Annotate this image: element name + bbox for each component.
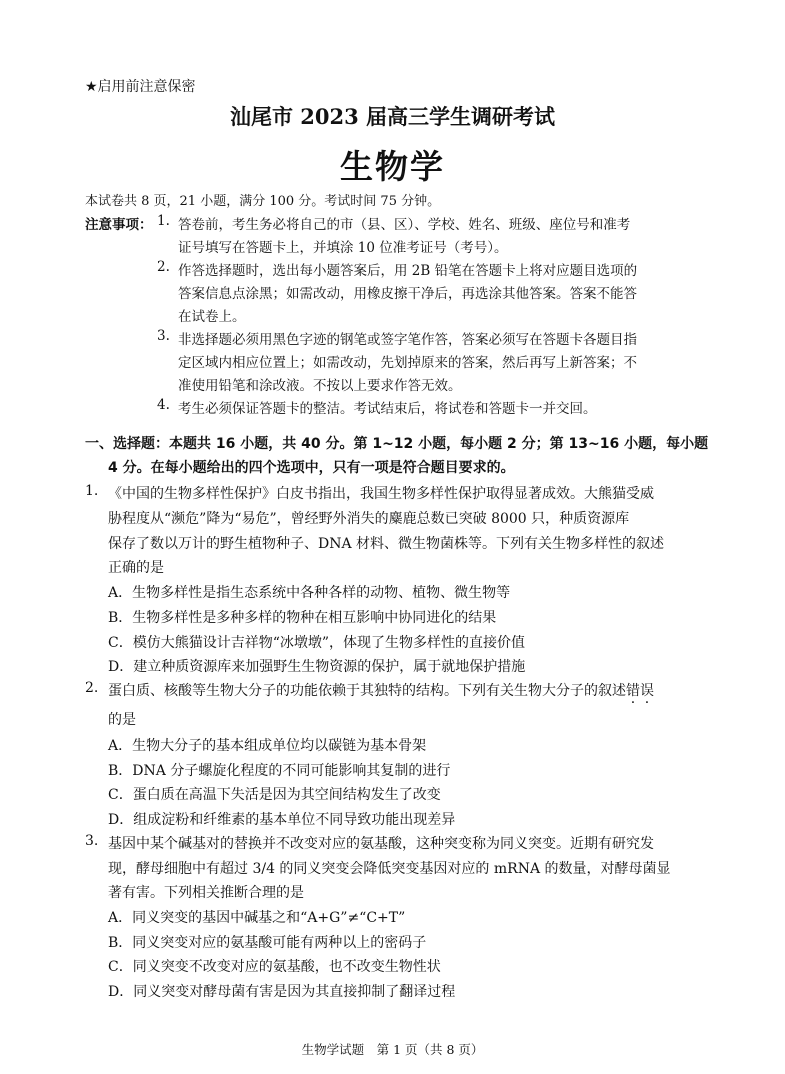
section-heading-line-2: 4 分。在每小题给出的四个选项中，只有一项是符合题目要求的。 [108, 460, 515, 476]
question-3-option-c: C．同义突变不改变对应的氨基酸，也不改变生物性状 [108, 959, 441, 975]
question-3-line-1: 基因中某个碱基对的替换并不改变对应的氨基酸，这种突变称为同义突变。近期有研究发 [108, 836, 654, 852]
note-1-line-1: 答卷前，考生务必将自己的市（县、区）、学校、姓名、班级、座位号和准考 [178, 217, 631, 233]
question-1-option-b: B．生物多样性是多种多样的物种在相互影响中协同进化的结果 [108, 610, 497, 626]
question-1-option-c: C．模仿大熊猫设计吉祥物“冰墩墩”，体现了生物多样性的直接价值 [108, 635, 526, 651]
exam-title: 汕尾市 2023 届高三学生调研考试 [229, 104, 556, 129]
question-1-line-3: 保存了数以万计的野生植物种子、DNA 材料、微生物菌株等。下列有关生物多样性的叙述 [108, 536, 665, 552]
note-1-number: 1. [157, 213, 170, 229]
note-2-number: 2. [157, 259, 170, 275]
note-3-line-3: 准使用铅笔和涂改液。不按以上要求作答无效。 [178, 378, 462, 394]
question-2-option-d: D．组成淀粉和纤维素的基本单位不同导致功能出现差异 [108, 812, 456, 828]
note-3-number: 3. [157, 328, 170, 344]
question-2-line-1 [108, 680, 654, 700]
question-1-option-d: D．建立种质资源库来加强野生生物资源的保护，属于就地保护措施 [108, 659, 526, 675]
question-3-line-2: 现，酵母细胞中有超过 3/4 的同义突变会降低突变基因对应的 mRNA 的数量，对酵母菌显 [108, 861, 671, 877]
question-2-option-c: C．蛋白质在高温下失活是因为其空间结构发生了改变 [108, 787, 441, 803]
page-footer: 生物学试题 第 1 页（共 8 页） [301, 1042, 484, 1057]
note-4-line-1: 考生必须保证答题卡的整洁。考试结束后，将试卷和答题卡一并交回。 [178, 401, 597, 417]
question-2-number: 2. [85, 680, 99, 696]
note-4-number: 4. [157, 397, 170, 413]
note-2-line-2: 答案信息点涂黑；如需改动，用橡皮擦干净后，再选涂其他答案。答案不能答 [178, 286, 637, 302]
question-1-line-4: 正确的是 [108, 560, 164, 576]
question-3-option-a: A．同义突变的基因中碱基之和“A+G”≠“C+T” [108, 910, 406, 926]
question-2-option-a: A．生物大分子的基本组成单位均以碳链为基本骨架 [108, 738, 427, 754]
emphasis-char-1: 错 [626, 683, 640, 699]
note-3-line-1: 非选择题必须用黑色字迹的钢笔或签字笔作答，答案必须写在答题卡各题目指 [178, 332, 637, 348]
question-2-line-2: 的是 [108, 712, 136, 728]
note-1-line-2: 证号填写在答题卡上，并填涂 10 位准考证号（考号）。 [178, 240, 508, 256]
question-1-option-a: A．生物多样性是指生态系统中各种各样的动物、植物、微生物等 [108, 585, 511, 601]
note-2-line-3: 在试卷上。 [178, 309, 246, 325]
question-1-line-1: 《中国的生物多样性保护》白皮书指出，我国生物多样性保护取得显著成效。大熊猫受威 [108, 486, 654, 502]
question-2-option-b: B．DNA 分子螺旋化程度的不同可能影响其复制的进行 [108, 763, 451, 779]
question-3-option-b: B．同义突变对应的氨基酸可能有两种以上的密码子 [108, 935, 427, 951]
subject-title: 生物学 [340, 147, 445, 186]
emphasis-char-2: 误 [640, 683, 654, 699]
note-2-line-1: 作答选择题时，选出每小题答案后，用 2B 铅笔在答题卡上将对应题目选项的 [178, 263, 638, 279]
confidential-notice: ★启用前注意保密 [85, 79, 196, 95]
question-1-line-2: 胁程度从“濒危”降为“易危”，曾经野外消失的麋鹿总数已突破 8000 只，种质资源库 [108, 511, 630, 527]
section-heading-line-1: 一、选择题：本题共 16 小题，共 40 分。第 1~12 小题，每小题 2 分；第 13~16 小题，每小题 [85, 436, 709, 452]
exam-intro: 本试卷共 8 页，21 小题，满分 100 分。考试时间 75 分钟。 [85, 194, 441, 209]
notes-label: 注意事项： [85, 217, 153, 233]
question-3-option-d: D．同义突变对酵母菌有害是因为其直接抑制了翻译过程 [108, 984, 456, 1000]
question-2-line-1-text: 蛋白质、核酸等生物大分子的功能依赖于其独特的结构。下列有关生物大分子的叙述 [108, 683, 626, 699]
note-3-line-2: 定区域内相应位置上；如需改动，先划掉原来的答案，然后再写上新答案；不 [178, 355, 637, 371]
question-1-number: 1. [85, 483, 99, 499]
question-3-number: 3. [85, 833, 99, 849]
question-3-line-3: 著有害。下列相关推断合理的是 [108, 885, 304, 901]
